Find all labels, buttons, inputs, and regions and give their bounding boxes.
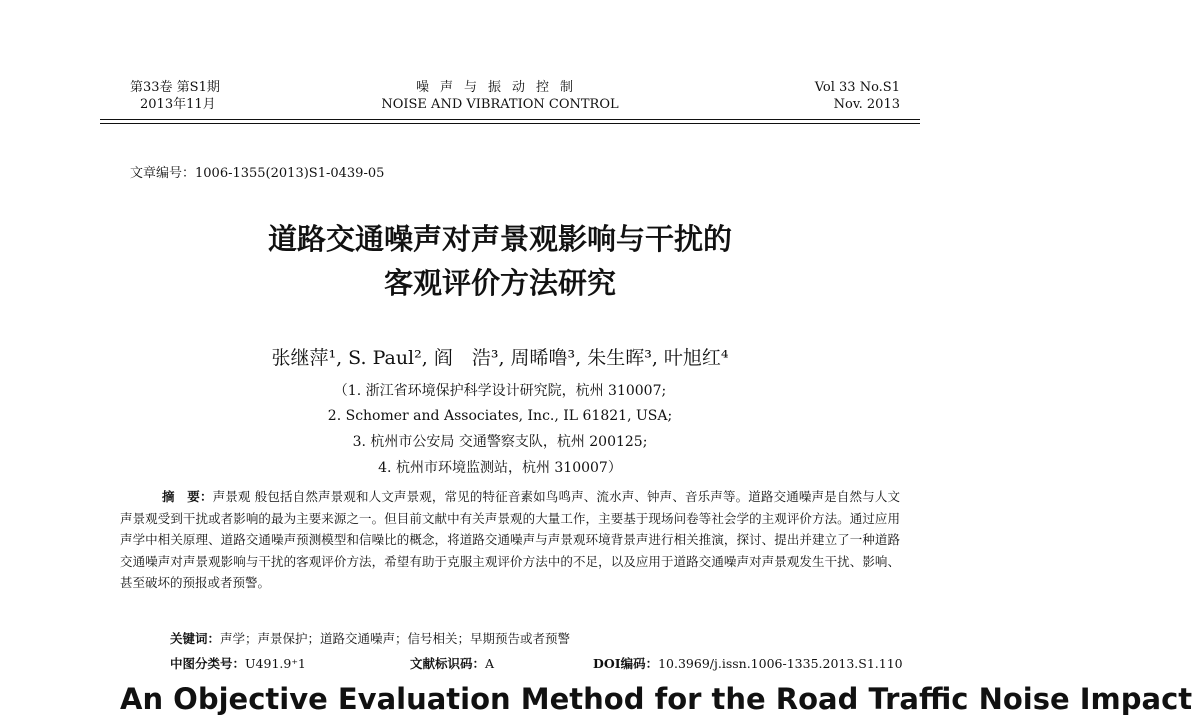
keywords-label: 关键词：	[170, 631, 221, 646]
header-date-cn: 2013年11月	[140, 97, 216, 112]
header-rule-thin	[100, 123, 920, 124]
author-list: 张继萍¹, S. Paul², 阎 浩³, 周晞噜³, 朱生晖³, 叶旭红⁴	[271, 347, 729, 369]
clc-label: 中图分类号：	[170, 656, 246, 671]
clc-value: U491.9⁺1	[245, 656, 306, 671]
doc-code-value: A	[485, 656, 495, 671]
document-code	[410, 654, 494, 672]
keywords-text: 声学；声景保护；道路交通噪声；信号相关；早期预告或者预警	[220, 631, 571, 646]
affiliation-2: 2. Schomer and Associates, Inc., IL 61821, USA;	[327, 408, 673, 424]
abstract-text: 声景观 般包括自然声景观和人文声景观，常见的特征音素如鸟鸣声、流水声、钟声、音乐声等。道路交通噪声是自然与人文声景观受到干扰或者影响的最为主要来源之一。但目前文献中有关声景观的大量工作，主要基于现场问卷等社会学的主观评价方法。通过应用声学中相关原理、道路交通噪声预测模型和信噪比的概念，将道路交通噪声与声景观环境背景声进行相关推演，探讨、提出并建立了一种道路交通噪声对声景观影响与干扰的客观评价方法，希望有助于克服主观评价方法中的不足，以及应用于道路交通噪声对声景观发生干扰、影响、甚至破坏的预报或者预警。	[120, 489, 900, 590]
abstract-label: 摘 要：	[162, 489, 213, 504]
doi-label: DOI编码：	[593, 656, 659, 671]
header-volume-info	[130, 79, 220, 113]
doi	[593, 654, 903, 672]
doc-code-label: 文献标识码：	[410, 656, 486, 671]
title-line-1: 道路交通噪声对声景观影响与干扰的	[267, 222, 732, 256]
article-number: 文章编号：1006-1355(2013)S1-0439-05	[130, 166, 385, 181]
title-line-2: 客观评价方法研究	[383, 266, 616, 300]
affiliation-3: 3. 杭州市公安局 交通警察支队，杭州 200125;	[352, 434, 648, 450]
english-title: An Objective Evaluation Method for the Road Traffic Noise Impact	[120, 682, 1192, 716]
keywords	[170, 629, 570, 647]
affiliation-4: 4. 杭州市环境监测站，杭州 310007）	[378, 460, 622, 476]
clc-number	[170, 654, 306, 672]
journal-name-cn: 噪声与振动控制	[415, 80, 584, 95]
abstract	[120, 486, 900, 594]
header-journal-name	[340, 79, 660, 113]
affiliation-1: （1. 浙江省环境保护科学设计研究院，杭州 310007;	[333, 383, 667, 399]
doi-value: 10.3969/j.issn.1006-1335.2013.S1.110	[658, 656, 903, 671]
header-volume-info-en	[815, 79, 900, 113]
header-rule-thick	[100, 119, 920, 120]
header-date-en: Nov. 2013	[833, 97, 900, 112]
header-volume: 第33卷 第S1期	[130, 80, 220, 95]
header-volume-en: Vol 33 No.S1	[814, 80, 900, 95]
journal-name-en: NOISE AND VIBRATION CONTROL	[381, 97, 619, 112]
